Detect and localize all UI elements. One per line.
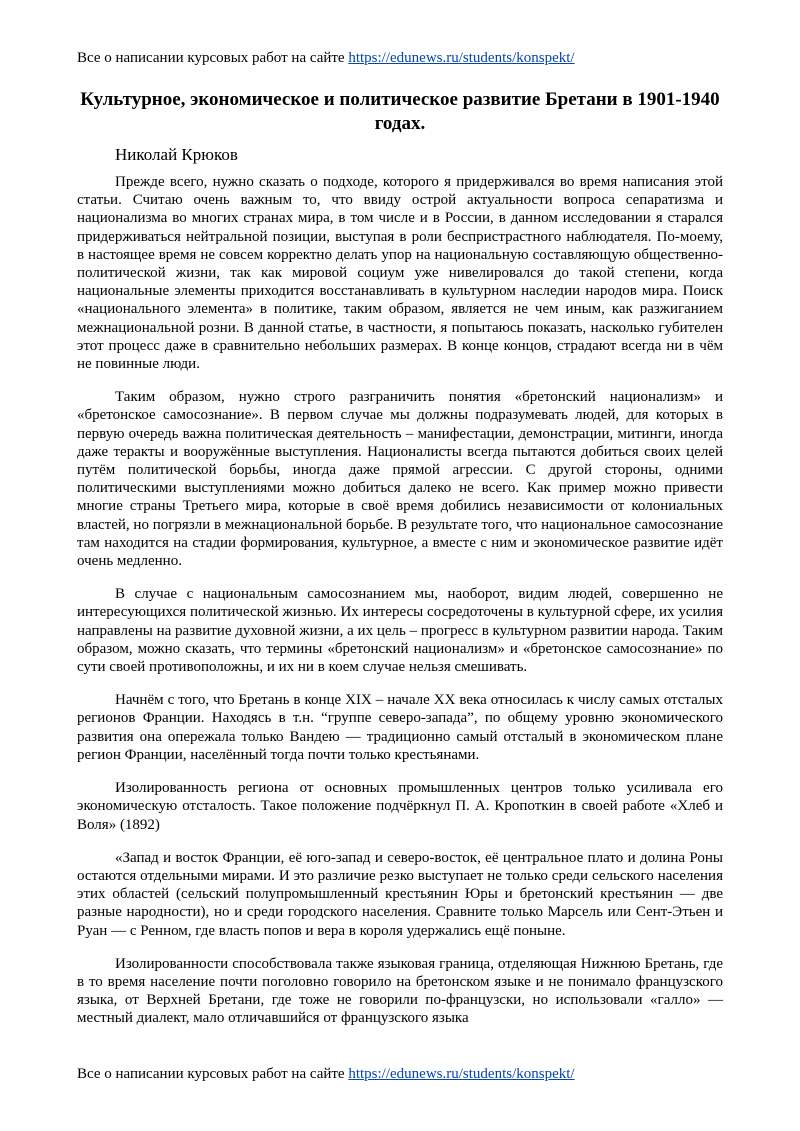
paragraph: Таким образом, нужно строго разграничить понятия «бретонский национализм» и «бретонское самосознание». В первом случае мы должны подразумевать людей, для которых в первую очередь важна политическая деятельность – манифестации, демонстрации, митинги, иногда даже теракты и вооружённые выступления. Националисты всегда пытаются добиться своих целей путём политической борьбы, иногда даже прямой агрессии. С другой стороны, одними политическими выступлениями можно добиться далеко не всего. Как пример можно привести многие страны Третьего мира, которые в своё время добились независимости от колониальных властей, но погрязли в межнациональной борьбе. В результате того, что национальное самосознание там находится на стадии формирования, культурное, а вместе с ним и экономическое развитие идёт очень медленно. [77,389,723,570]
paragraph: В случае с национальным самосознанием мы, наоборот, видим людей, совершенно не интересующихся политической жизнью. Их интересы сосредоточены в культурной сфере, их усилия направлены на развитие духовной жизни, а их цель – прогресс в культурном развитии народа. Таким образом, можно сказать, что термины «бретонский национализм» и «бретонское самосознание» по сути своей противоположны, и их ни в коем случае нельзя смешивать. [77,586,723,676]
page-header [77,49,727,67]
article-title: Культурное, экономическое и политическое развитие Бретани в 1901-1940 годах. [80,89,720,134]
quote-paragraph: «Запад и восток Франции, её юго-запад и северо-восток, её центральное плато и долина Роны остаются отдельными мирами. И это различие резко выступает не только среди сельского населения этих областей (сельский полупромышленный крестьянин Юры и бретонский крестьянин — две разные народности), но и среди городского населения. Сравните только Марсель или Сент-Этьен и Руан — с Ренном, где власть попов и вера в короля удержались ещё поныне. [77,849,723,939]
paragraph: Начнём с того, что Бретань в конце XIX – начале XX века относилась к числу самых отсталых регионов Франции. Находясь в т.н. “группе северо-запада”, по общему уровню экономического развития она опережала только Вандею — традиционно самый отсталый в экономическом плане регион Франции, населённый тогда почти только крестьянами. [77,692,723,763]
article-body [77,173,723,1043]
paragraph: Изолированность региона от основных промышленных центров только усиливала его экономическую отсталость. Такое положение подчёркнул П. А. Кропоткин в своей работе «Хлеб и Воля» (1892) [77,780,723,833]
footer-link[interactable]: https://edunews.ru/students/konspekt/ [348,1066,575,1082]
article-author: Николай Крюков [115,145,238,164]
header-link[interactable]: https://edunews.ru/students/konspekt/ [348,50,575,66]
paragraph: Изолированности способствовала также языковая граница, отделяющая Нижнюю Бретань, где в то время население почти поголовно говорило на бретонском языке и не понимало французского языка, от Верхней Бретани, где тоже не говорили по-французски, но использовали «галло» — местный диалект, мало отличавшийся от французского языка [77,955,723,1027]
paragraph: Прежде всего, нужно сказать о подходе, которого я придерживался во время написания этой статьи. Считаю очень важным то, что ввиду острой актуальности вопроса сепаратизма и национализма во многих странах мира, в том числе и в России, в данном исследовании я старался придерживаться нейтральной позиции, выступая в роли беспристрастного наблюдателя. По-моему, в настоящее время не совсем корректно делать упор на национальную составляющую общественно-политической жизни, так как мировой социум уже нивелировался до такой степени, когда национальные элементы приходится восстанавливать в культурном наследии народов мира. Поиск «национального элемента» в политике, таким образом, является не чем иным, как разжиганием межнациональной розни. В данной статье, в частности, я попытаюсь показать, насколько губителен этот процесс даже в сравнительно небольших размерах. В конце концов, страдают всегда ни в чём не повинные люди. [77,174,723,373]
footer-text: Все о написании курсовых работ на сайте [77,1066,349,1082]
header-text: Все о написании курсовых работ на сайте [77,50,349,66]
page-footer [77,1065,727,1083]
